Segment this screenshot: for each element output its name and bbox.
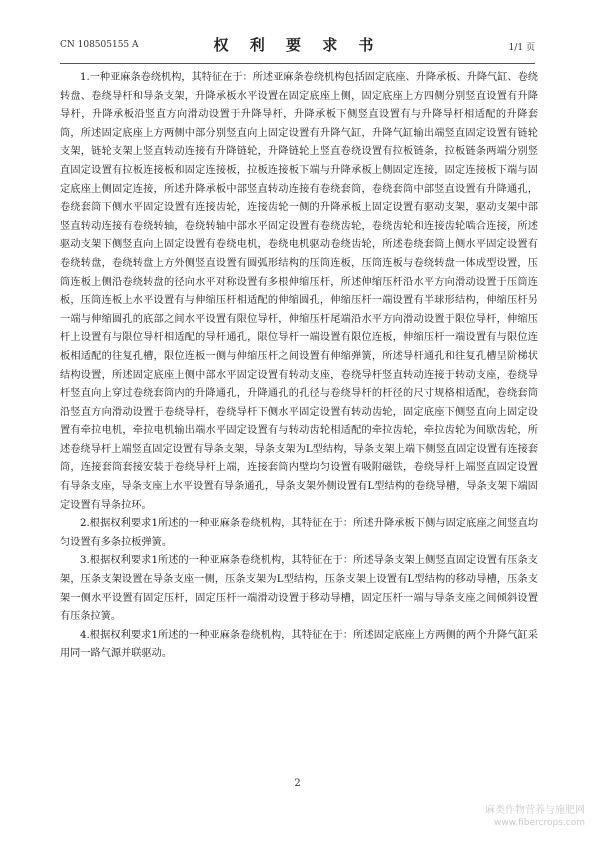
header-divider bbox=[60, 63, 535, 64]
claims-body bbox=[60, 69, 538, 664]
page-number: 2 bbox=[294, 778, 301, 789]
document-title: 权 利 要 求 书 bbox=[213, 36, 382, 54]
document-header bbox=[60, 24, 535, 60]
site-watermark bbox=[485, 804, 585, 830]
publication-number: CN 108505155 A bbox=[60, 40, 139, 50]
watermark-site-name: 麻类作物营养与施肥网 bbox=[485, 805, 585, 816]
claim-2: 2.根据权利要求1所述的一种亚麻条卷绕机构，其特征在于：所述升降承板下侧与固定底座之间竖直均匀设置有多条拉板弹簧。 bbox=[60, 518, 538, 548]
claim-3: 3.根据权利要求1所述的一种亚麻条卷绕机构，其特征在于：所述导条支架上侧竖直固定设置有压条支架，压条支架设置在导条支座一侧，压条支架为L型结构，压条支架上设置有L型结构的移动导槽，压条支架一侧水平设置有固定压杆，固定压杆一端滑动设置于移动导槽，固定压杆一端与导条支座之间倾斜设置有压条拉簧。 bbox=[60, 555, 538, 623]
claim-1: 1.一种亚麻条卷绕机构，其特征在于：所述亚麻条卷绕机构包括固定底座、升降承板、升降气缸、卷绕转盘、卷绕导杆和导条支架，升降承板水平设置在固定底座上侧，固定底座上方四侧分别竖直设置有升降导杆，升降承板沿竖直方向滑动设置于升降导杆，升降承板下侧竖直设置有与升降导杆相适配的升降套筒，所述固定底座上方两侧中部分别竖直向上固定设置有升降气缸，升降气缸输出端竖直固定设置有链轮支架，链轮支架上竖直转动连接有升降链轮，升降链轮上竖直卷绕设置有拉板链条，拉板链条两端分别竖直固定设置有拉板连接板和固定连接板，拉板连接板下端与升降承板上侧固定连接，固定连接板下端与固定底座上侧固定连接，所述升降承板中部竖直转动连接有卷绕套筒，卷绕套筒中部竖直设置有升降通孔，卷绕套筒下侧水平固定设置有连接齿轮，连接齿轮一侧的升降承板上固定设置有驱动支架，驱动支架中部竖直转动连接有卷绕转轴，卷绕转轴中部水平固定设置有卷绕齿轮，卷绕齿轮和连接齿轮啮合连接，所述驱动支架下侧竖直向上固定设置有卷绕电机，卷绕电机驱动卷绕齿轮，所述卷绕套筒上侧水平固定设置有卷绕转盘，卷绕转盘上方外侧竖直设置有圆弧形结构的压筒连板，压筒连板与卷绕转盘一体成型设置，压筒连板上侧沿卷绕转盘的径向水平对称设置有多根伸缩压杆，所述伸缩压杆沿水平方向滑动设置于压筒连板，压筒连板上水平设置有与伸缩压杆相适配的伸缩圆孔，伸缩压杆一端设置有半球形结构，伸缩压杆另一端与伸缩圆孔的底部之间水平设置有限位导杆，伸缩压杆尾端沿水平方向滑动设置于限位导杆，伸缩压杆上设置有与限位导杆相适配的导杆通孔，限位导杆一端设置有限位连板，伸缩压杆一端设置有与限位连板相适配的往复孔槽，限位连板一侧与伸缩压杆之间设置有伸缩弹簧，所述导杆通孔和往复孔槽呈阶梯状结构设置，所述固定底座上侧中部水平固定设置有转动支座，卷绕导杆竖直转动连接于转动支座，卷绕导杆竖直向上穿过卷绕套筒内的升降通孔，升降通孔的孔径与卷绕导杆的杆径的尺寸规格相适配，卷绕套筒沿竖直方向滑动设置于卷绕导杆，卷绕导杆下侧水平固定设置有转动齿轮，固定底座下侧竖直向上固定设置有牵拉电机，牵拉电机输出端水平固定设置有与转动齿轮相适配的牵拉齿轮，牵拉齿轮为间歇齿轮，所述卷绕导杆上端竖直固定设置有导条支架，导条支架为L型结构，导条支架上端下侧竖直固定设置有连接套筒，连接套筒套接安装于卷绕导杆上端，连接套筒内壁均匀设置有吸附磁铁，卷绕导杆上端竖直固定设置有导条支座，导条支座上水平设置有导条通孔，导条支架外侧设置有L型结构的卷绕导槽，导条支架下端固定设置有导条拉环。 bbox=[60, 72, 538, 511]
page-count: 1/1 页 bbox=[508, 43, 535, 53]
claim-4: 4.根据权利要求1所述的一种亚麻条卷绕机构，其特征在于：所述固定底座上方两侧的两个升降气缸采用同一路气源并联驱动。 bbox=[60, 629, 538, 660]
watermark-url: www.fibercrops.com bbox=[494, 818, 585, 828]
